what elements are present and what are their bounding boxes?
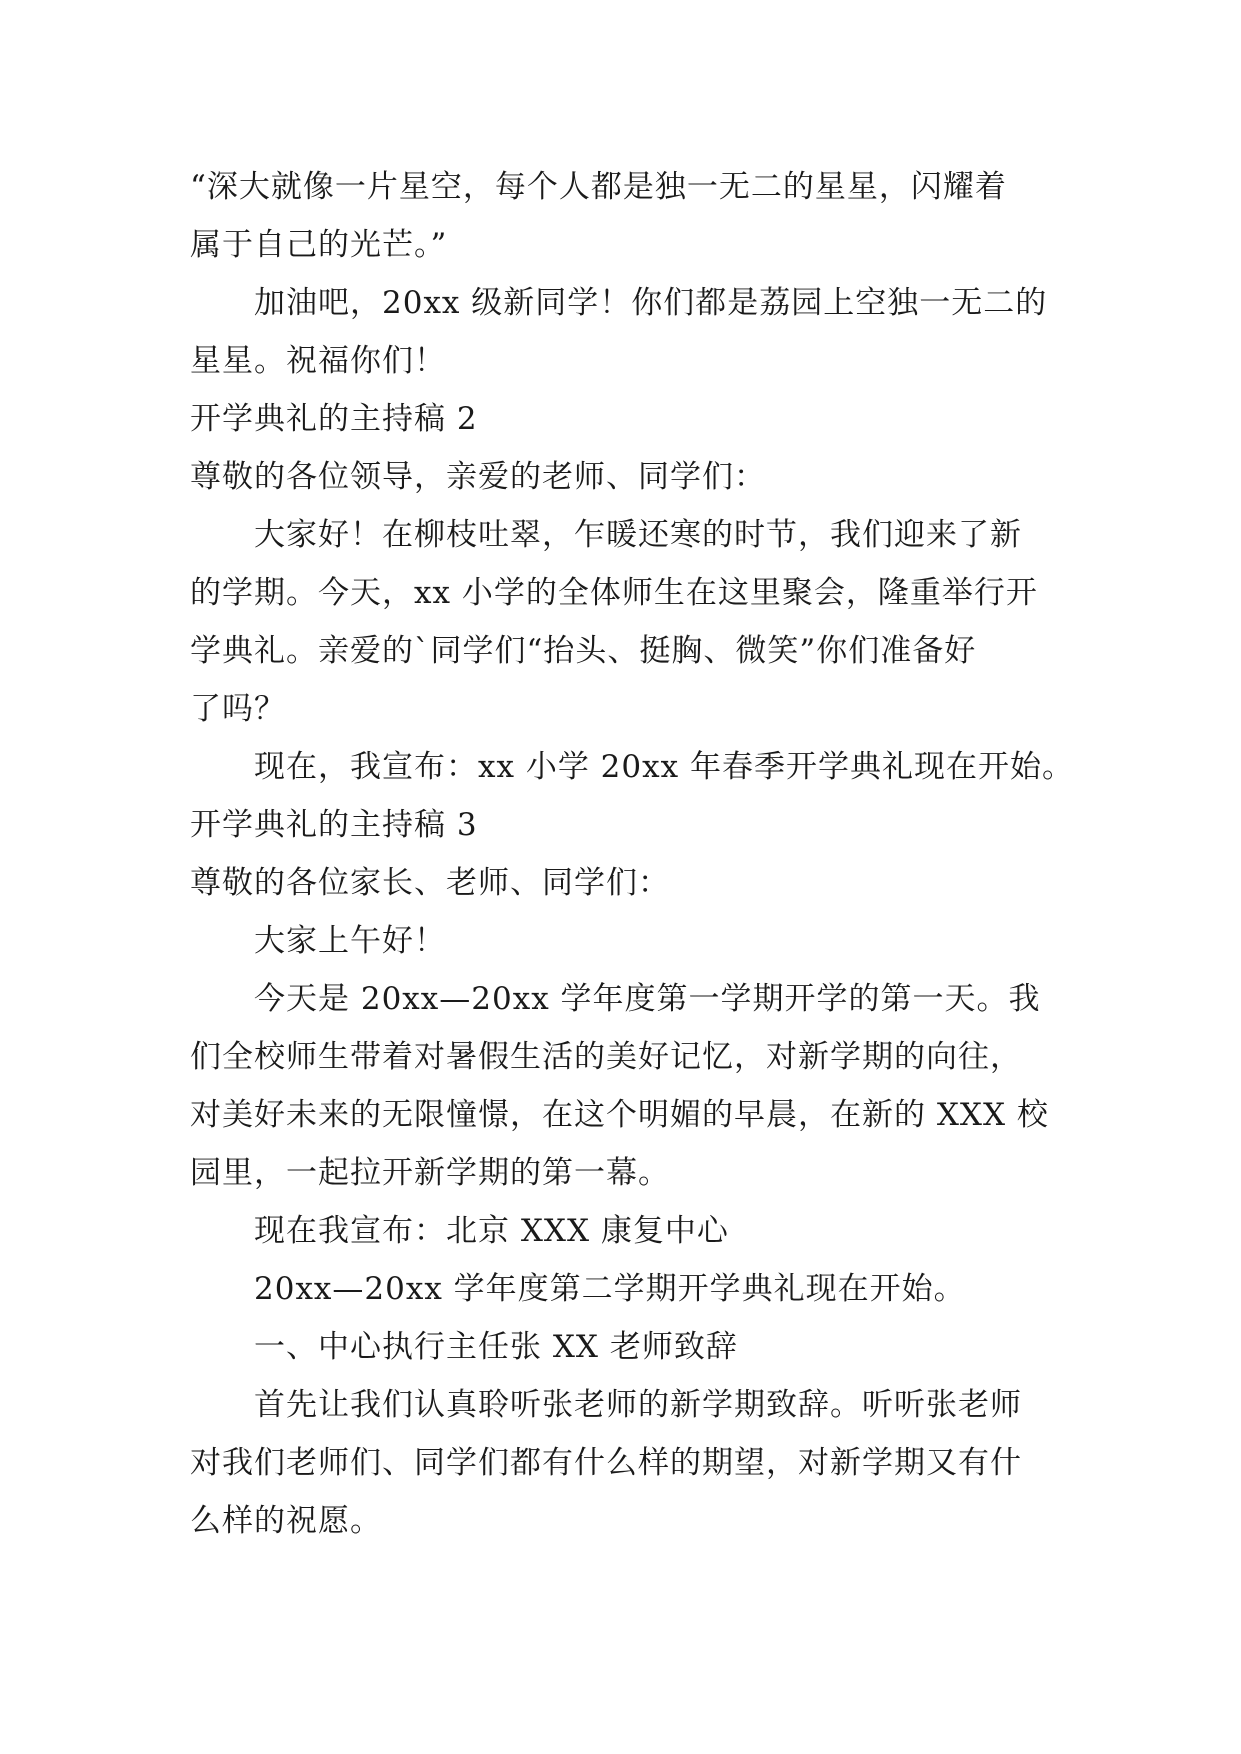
document-body: [190, 158, 1074, 1550]
paragraph: [190, 274, 1050, 390]
text-line: 开学典礼的主持稿 3: [190, 807, 478, 843]
paragraph: [190, 506, 1050, 738]
section-heading: [190, 390, 1050, 448]
text-line: 今天是 20xx—20xx 学年度第一学期开学的第一天。我: [254, 981, 1041, 1017]
paragraph: [190, 738, 1074, 796]
text-line: 们全校师生带着对暑假生活的美好记忆，对新学期的向往，: [190, 1039, 1022, 1075]
text-line: 现在，我宣布：xx 小学 20xx 年春季开学典礼现在开始。: [254, 749, 1074, 785]
text-line: 对我们老师们、同学们都有什么样的期望，对新学期又有什: [190, 1445, 1022, 1481]
text-line: 对美好未来的无限憧憬，在这个明媚的早晨，在新的 XXX 校: [190, 1097, 1049, 1133]
text-line: 园里，一起拉开新学期的第一幕。: [190, 1155, 670, 1191]
paragraph: [190, 1202, 1050, 1260]
paragraph: [190, 1318, 1050, 1376]
text-line: 大家上午好！: [254, 923, 446, 959]
text-line: 属于自己的光芒。”: [190, 227, 448, 263]
text-line: 一、中心执行主任张 XX 老师致辞: [254, 1329, 738, 1365]
text-line: 20xx—20xx 学年度第二学期开学典礼现在开始。: [254, 1271, 966, 1307]
paragraph: [190, 912, 1050, 970]
text-line: 尊敬的各位家长、老师、同学们：: [190, 865, 670, 901]
paragraph: [190, 448, 1050, 506]
paragraph: [190, 1376, 1050, 1550]
text-line: 的学期。今天，xx 小学的全体师生在这里聚会，隆重举行开: [190, 575, 1038, 611]
text-line: 加油吧，20xx 级新同学！你们都是荔园上空独一无二的: [254, 285, 1048, 321]
text-line: “深大就像一片星空，每个人都是独一无二的星星，闪耀着: [190, 169, 1007, 205]
text-line: 开学典礼的主持稿 2: [190, 401, 478, 437]
text-line: 星星。祝福你们！: [190, 343, 446, 379]
text-line: 了吗？: [190, 691, 286, 727]
paragraph: [190, 854, 1050, 912]
text-line: 现在我宣布：北京 XXX 康复中心: [254, 1213, 729, 1249]
text-line: 大家好！在柳枝吐翠，乍暖还寒的时节，我们迎来了新: [254, 517, 1022, 553]
text-line: 首先让我们认真聆听张老师的新学期致辞。听听张老师: [254, 1387, 1022, 1423]
text-line: 么样的祝愿。: [190, 1503, 382, 1539]
text-line: 尊敬的各位领导，亲爱的老师、同学们：: [190, 459, 766, 495]
text-line: 学典礼。亲爱的`同学们“抬头、挺胸、微笑”你们准备好: [190, 633, 977, 669]
section-heading: [190, 796, 1050, 854]
paragraph: [190, 1260, 1050, 1318]
paragraph: [190, 970, 1050, 1202]
paragraph: [190, 158, 1050, 274]
